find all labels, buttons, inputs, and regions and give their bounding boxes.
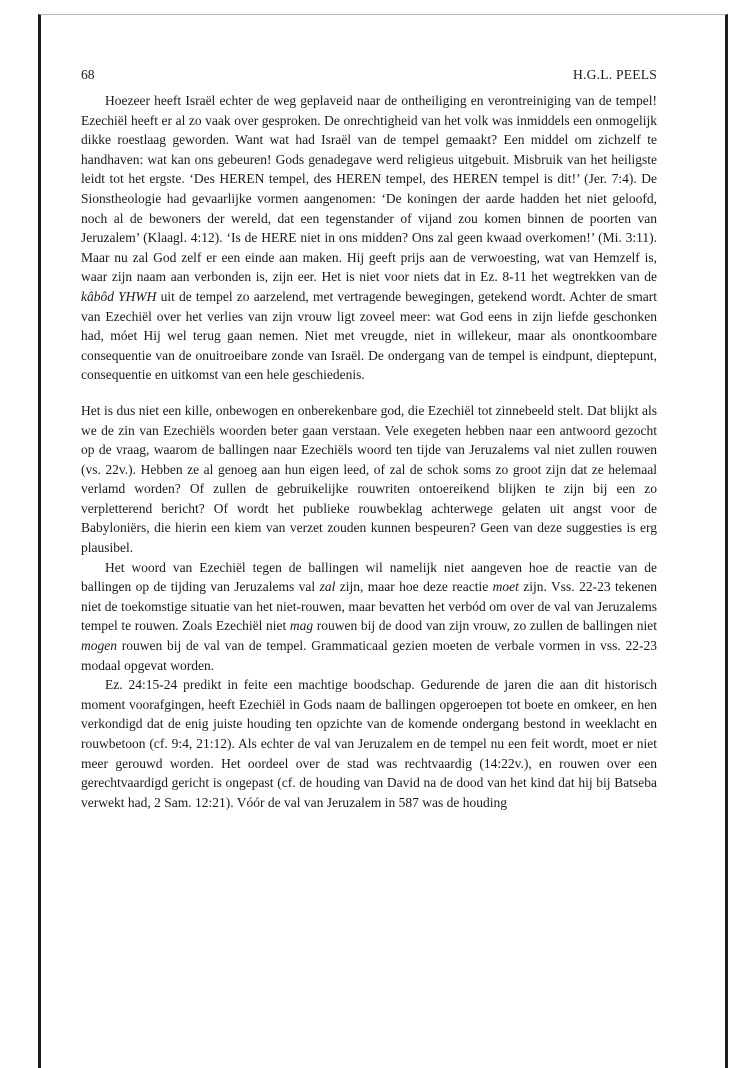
text-segment: Hoezeer heeft Israël echter de weg geplaveid naar de ontheiliging en verontreiniging van de tempel! Ezechiël heeft er al zo vaak over gesproken. De onrechtigheid van het volk was inmiddels een onmogelijk dikke roestlaag geworden. Want wat had Israël van de tempel gemaakt? Een middel om zichzelf te handhaven: wat kan ons gebeuren! Gods genadegave werd religieus uitgebuit. Misbruik van het heiligste leidt tot het ergste. ‘Des HEREN tempel, des HEREN tempel, des HEREN tempel is dit!’ (Jer. 7:4). De Sionstheologie had gevaarlijke vormen aangenomen: ‘De koningen der aarde hadden het niet geloofd, noch al de bewoners der wereld, dat een tegenstander of vijand zou komen binnen de poorten van Jeruzalem’ (Klaagl. 4:12). ‘Is de HERE niet in ons midden? Ons zal geen kwaad overkomen!’ (Mi. 3:11). Maar nu zal God zelf er een einde aan maken. Hij geeft prijs aan de verwoesting, wat van Hemzelf is, waar zijn naam aan verbonden is, zijn eer. Het is niet voor niets dat in Ez. 8-11 het wegtrekken van de <box>81 93 657 285</box>
italic-term: kâbôd YHWH <box>81 288 157 304</box>
paragraph-3 <box>81 558 657 676</box>
paragraph-4 <box>81 675 657 812</box>
paragraph-2 <box>81 401 657 558</box>
text-segment: Het is dus niet een kille, onbewogen en onberekenbare god, die Ezechiël tot zinnebeeld stelt. Dat blijkt als we de zin van Ezechiëls woorden beter gaan verstaan. Vele exegeten hebben naar een antwoord gezocht op de vraag, waarom de ballingen naar Ezechiëls woord ten tijde van Jeruzalems val niet zullen rouwen (vs. 22v.). Hebben ze al genoeg aan hun eigen leed, of zal de schok soms zo groot zijn dat ze helemaal verlamd worden? Of zullen de gebruikelijke rouwriten ontoereikend blijken te zijn bij een zo verpletterend bericht? Of wordt het publieke rouwbeklag achterwege gelaten uit angst voor de Babyloniërs, die hierin een kiem van verzet zouden kunnen bespeuren? Geen van deze suggesties is erg plausibel. <box>81 402 657 556</box>
italic-term: mag <box>289 618 314 634</box>
text-segment: zijn. Vss. 22-23 tekenen niet de toekomstige situatie van het niet-rouwen, maar bevatten het verbód om over de val van Jeruzalems tempel te rouwen. Zoals Ezechiël niet <box>81 579 657 634</box>
running-head-author: H.G.L. PEELS <box>573 67 657 82</box>
text-segment: Ez. 24:15-24 predikt in feite een machtige boodschap. Gedurende de jaren die aan dit historisch moment voorafgingen, heeft Ezechiël in Gods naam de ballingen opgeroepen tot boete en omkeer, en hen verkondigd dat de enig juiste houding ten opzichte van de komende ondergang bestond in weeklacht en rouwbetoon (cf. 9:4, 21:12). Als echter de val van Jeruzalem en de tempel nu een feit wordt, moet er niet meer gerouwd worden. Het oordeel over de stad was rechtvaardig (14:22v.), en rouwen over een gerechtvaardigd gericht is ongepast (cf. de houding van David na de dood van het kind dat hij bij Batseba verwekt had, 2 Sam. 12:21). Vóór de val van Jeruzalem in 587 was de houding <box>81 677 657 810</box>
page-number: 68 <box>81 67 95 82</box>
italic-term: zal <box>319 579 336 595</box>
text-segment: zijn, maar hoe deze reactie <box>335 579 493 595</box>
paragraph-1 <box>81 91 657 385</box>
italic-term: moet <box>492 579 519 595</box>
italic-term: mogen <box>81 638 117 654</box>
text-segment: rouwen bij de val van de tempel. Grammaticaal gezien moeten de verbale vormen in vss. 22-23 modaal opgevat worden. <box>81 638 657 673</box>
text-segment: uit de tempel zo aarzelend, met vertragende bewegingen, getekend wordt. Achter de smart van Ezechiël over het verlies van zijn vrouw ligt zoveel meer: wat God eens in zijn liefde geschonken had, móet Hij wel terug gaan nemen. Niet met vreugde, niet in willekeur, maar als onontkoombare consequentie van de onuitroeibare zonde van Israël. De ondergang van de tempel is eindpunt, dieptepunt, consequentie en uitkomst van een hele geschiedenis. <box>81 288 657 383</box>
text-segment: Het woord van Ezechiël tegen de ballingen wil namelijk niet aangeven hoe de reactie van de ballingen op de tijding van Jeruzalems val <box>81 559 657 595</box>
body-text <box>81 91 657 812</box>
text-segment: rouwen bij de dood van zijn vrouw, zo zullen de ballingen niet <box>313 618 657 634</box>
